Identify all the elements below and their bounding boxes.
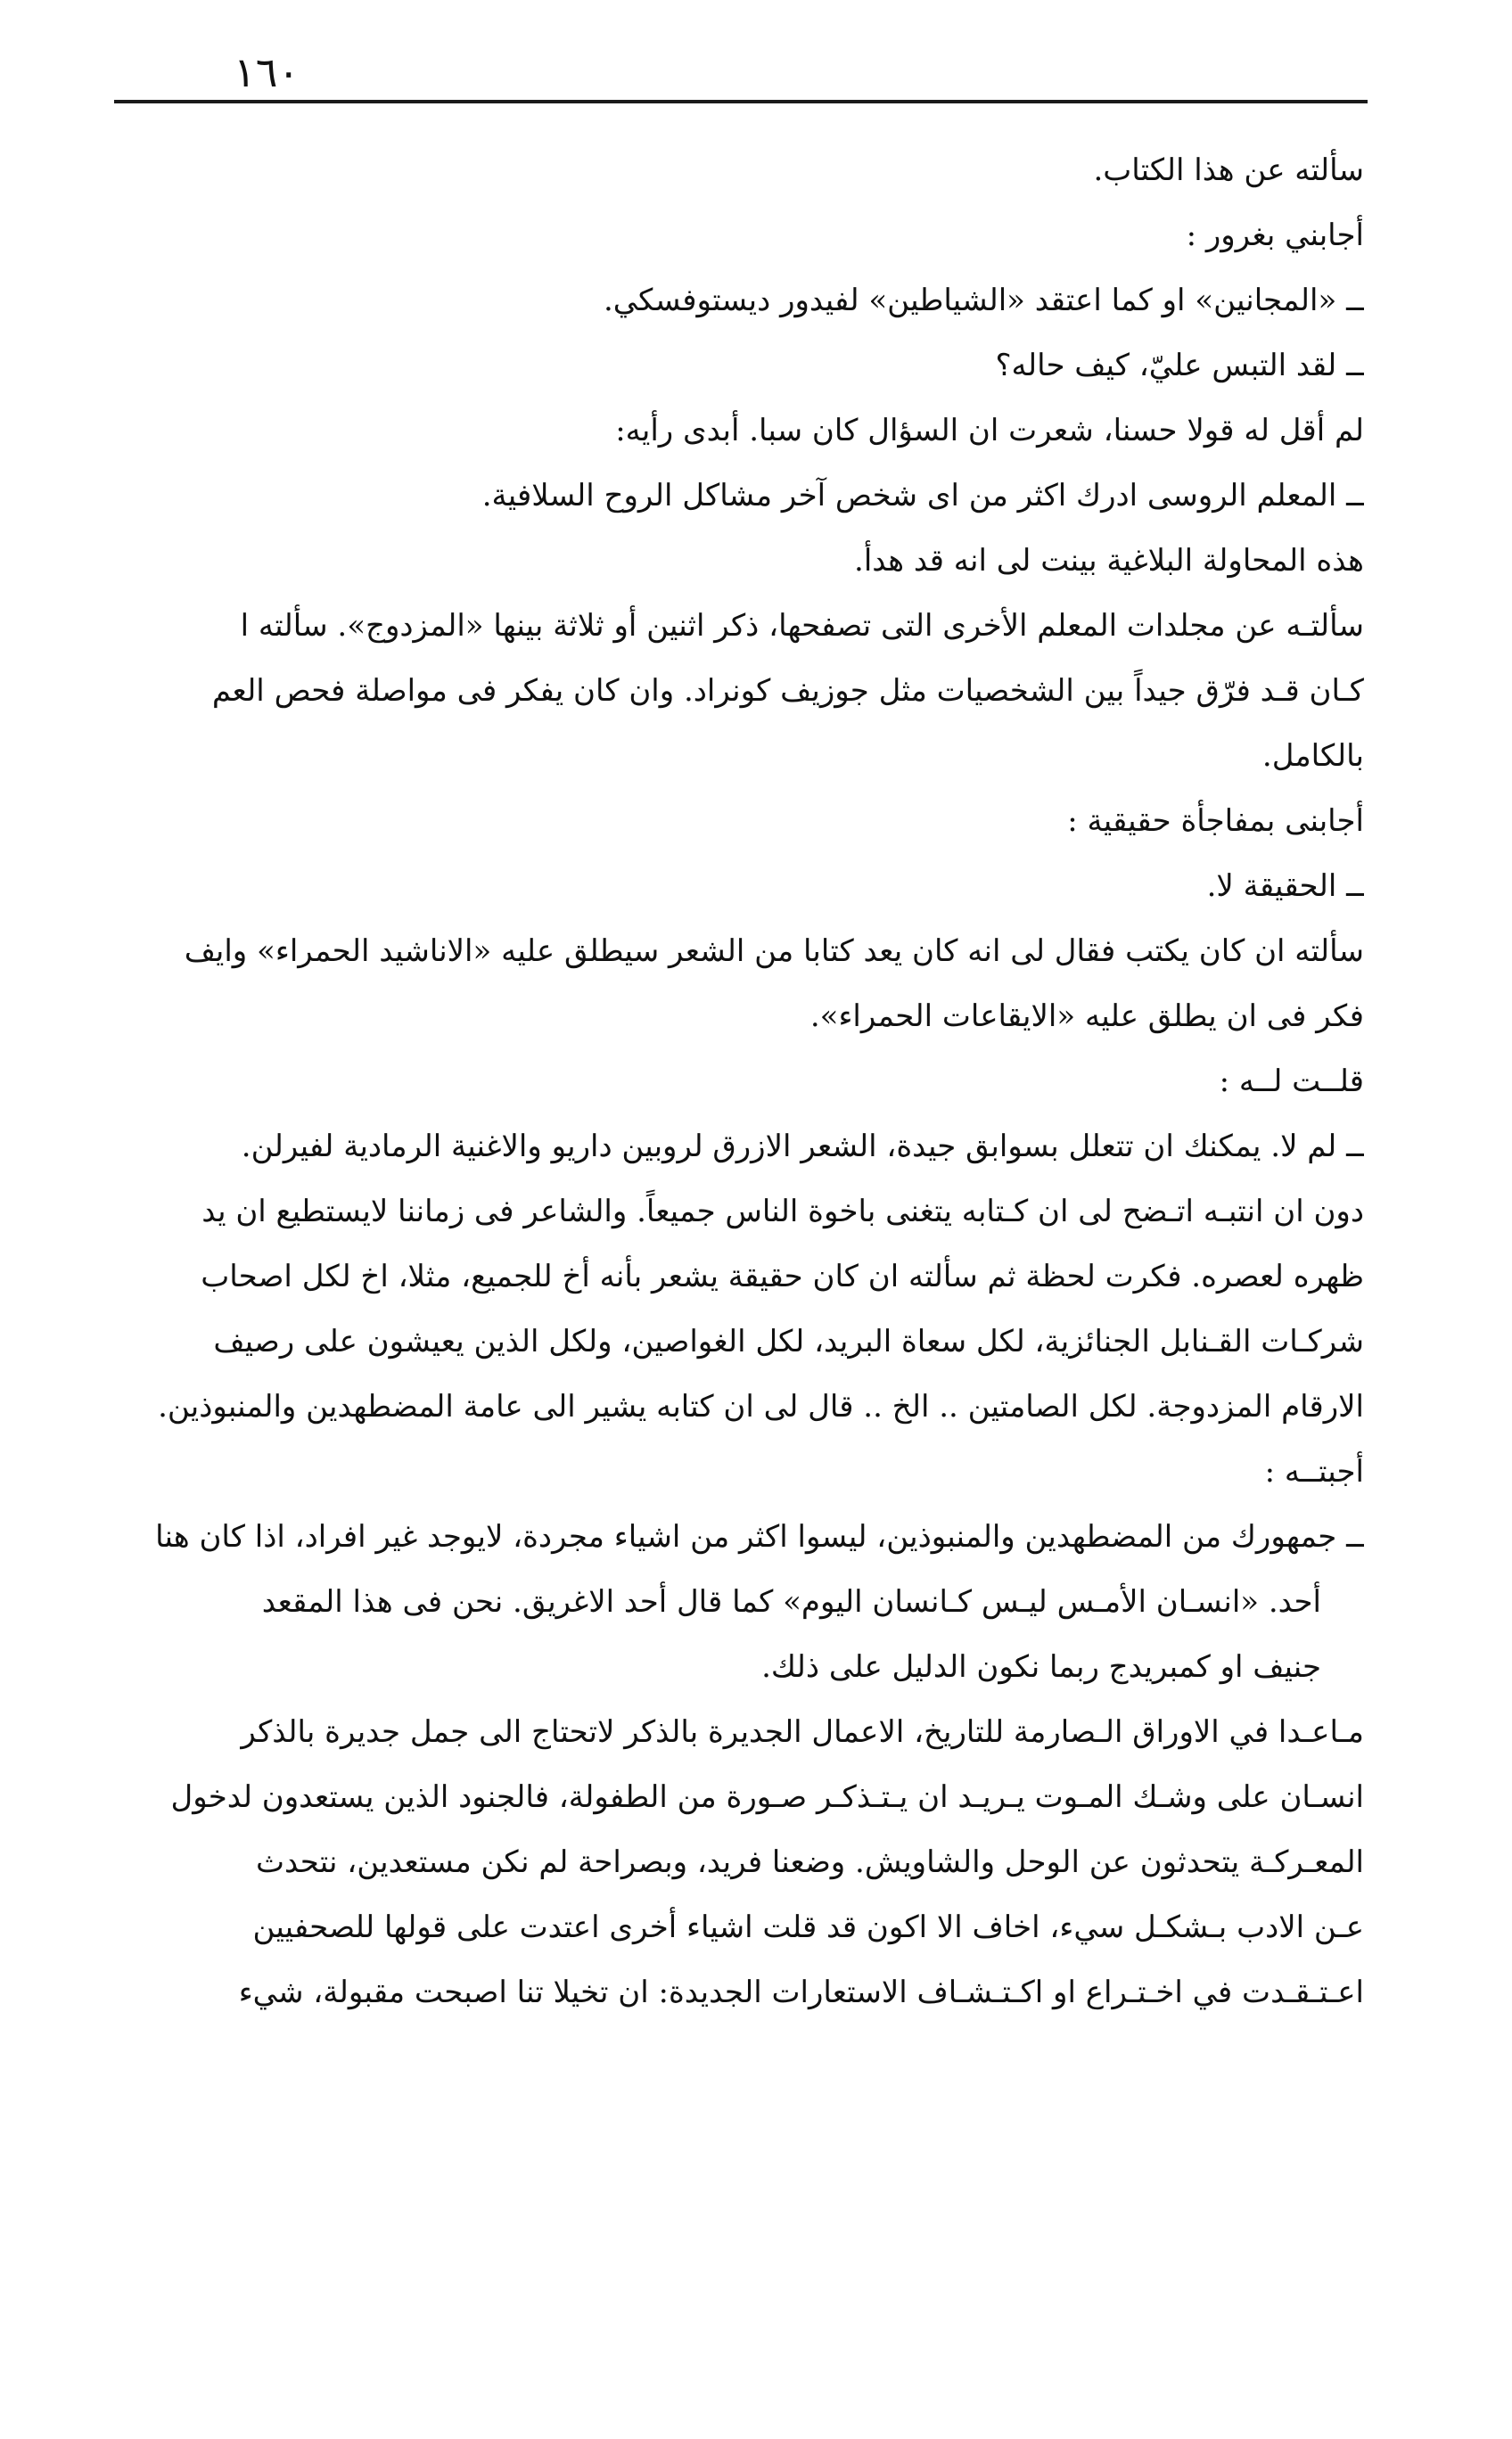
text-line: المعـركـة يتحدثون عن الوحل والشاويش. وضعنا فريد، وبصراحة لم نكن مستعدين، نتحدث: [255, 1844, 1364, 1880]
text-line: مـاعـدا في الاوراق الـصارمة للتاريخ، الاعمال الجديرة بالذكر لاتحتاج الى جمل جديرة بالذكر: [241, 1714, 1364, 1750]
text-line: سألتـه عن مجلدات المعلم الأخرى التى تصفحها، ذكر اثنين أو ثلاثة بينها «المزدوج». سألته ا: [240, 608, 1364, 644]
text-line: هذه المحاولة البلاغية بينت لى انه قد هدأ.: [854, 543, 1364, 579]
text-line: سألته ان كان يكتب فقال لى انه كان يعد كتابا من الشعر سيطلق عليه «الاناشيد الحمراء» وايف: [184, 933, 1364, 969]
text-line: دون ان انتبـه اتـضح لى ان كـتابه يتغنى باخوة الناس جميعاً. والشاعر فى زماننا لايستطيع ان يد: [201, 1194, 1364, 1229]
text-line: لم أقل له قولا حسنا، شعرت ان السؤال كان سبا. أبدى رأيه:: [615, 413, 1364, 448]
page-number: ١٦٠: [234, 48, 300, 96]
text-line: ــ لم لا. يمكنك ان تتعلل بسوابق جيدة، الشعر الازرق لروبين داريو والاغنية الرمادية لفيرلن.: [241, 1129, 1364, 1164]
header-rule: [114, 100, 1368, 103]
text-line: أحد. «انسـان الأمـس ليـس كـانسان اليوم» كما قال أحد الاغريق. نحن فى هذا المقعد: [261, 1584, 1321, 1620]
text-line: أجبتــه :: [1264, 1454, 1364, 1490]
text-line: شركـات القـنابل الجنائزية، لكل سعاة البريد، لكل الغواصين، ولكل الذين يعيشون على رصيف: [213, 1324, 1364, 1359]
text-line: سألته عن هذا الكتاب.: [1093, 152, 1364, 188]
text-line: ــ المعلم الروسى ادرك اكثر من اى شخص آخر مشاكل الروح السلافية.: [481, 478, 1364, 513]
text-line: كـان قـد فرّق جيداً بين الشخصيات مثل جوزيف كونراد. وان كان يفكر فى مواصلة فحص العم: [211, 673, 1364, 709]
text-line: جنيف او كمبريدج ربما نكون الدليل على ذلك.: [761, 1649, 1321, 1685]
text-line: انسـان على وشـك المـوت يـريـد ان يـتـذكـر صـورة من الطفولة، فالجنود الذين يستعدون لدخول: [170, 1779, 1364, 1815]
text-line: ــ جمهورك من المضطهدين والمنبوذين، ليسوا اكثر من اشياء مجردة، لايوجد غير افراد، اذا كان هنا: [155, 1519, 1364, 1555]
body-text: [89, 138, 1364, 2099]
text-line: فكر فى ان يطلق عليه «الايقاعات الحمراء».: [809, 998, 1364, 1034]
text-line: ــ «المجانين» او كما اعتقد «الشياطين» لفيدور ديستوفسكي.: [604, 283, 1364, 318]
text-line: ــ الحقيقة لا.: [1206, 868, 1364, 904]
text-line: ظهره لعصره. فكرت لحظة ثم سألته ان كان حقيقة يشعر بأنه أخ للجميع، مثلا، اخ لكل اصحاب: [201, 1259, 1364, 1294]
text-line: اعـتـقـدت في اخـتـراع او اكـتـشـاف الاستعارات الجديدة: ان تخيلا تنا اصبحت مقبولة، شيء: [238, 1975, 1364, 2010]
text-line: ــ لقد التبس عليّ، كيف حاله؟: [995, 348, 1364, 383]
text-line: قلــت لــه :: [1219, 1063, 1364, 1099]
text-line: بالكامل.: [1261, 738, 1364, 774]
text-line: الارقام المزدوجة. لكل الصامتين .. الخ .. قال لى ان كتابه يشير الى عامة المضطهدين والمنبوذين.: [158, 1389, 1364, 1425]
text-line: أجابني بغرور :: [1186, 218, 1364, 253]
text-line: عـن الادب بـشكـل سيء، اخاف الا اكون قد قلت اشياء أخرى اعتدت على قولها للصحفيين: [252, 1909, 1364, 1945]
text-line: أجابنى بمفاجأة حقيقية :: [1067, 803, 1364, 839]
